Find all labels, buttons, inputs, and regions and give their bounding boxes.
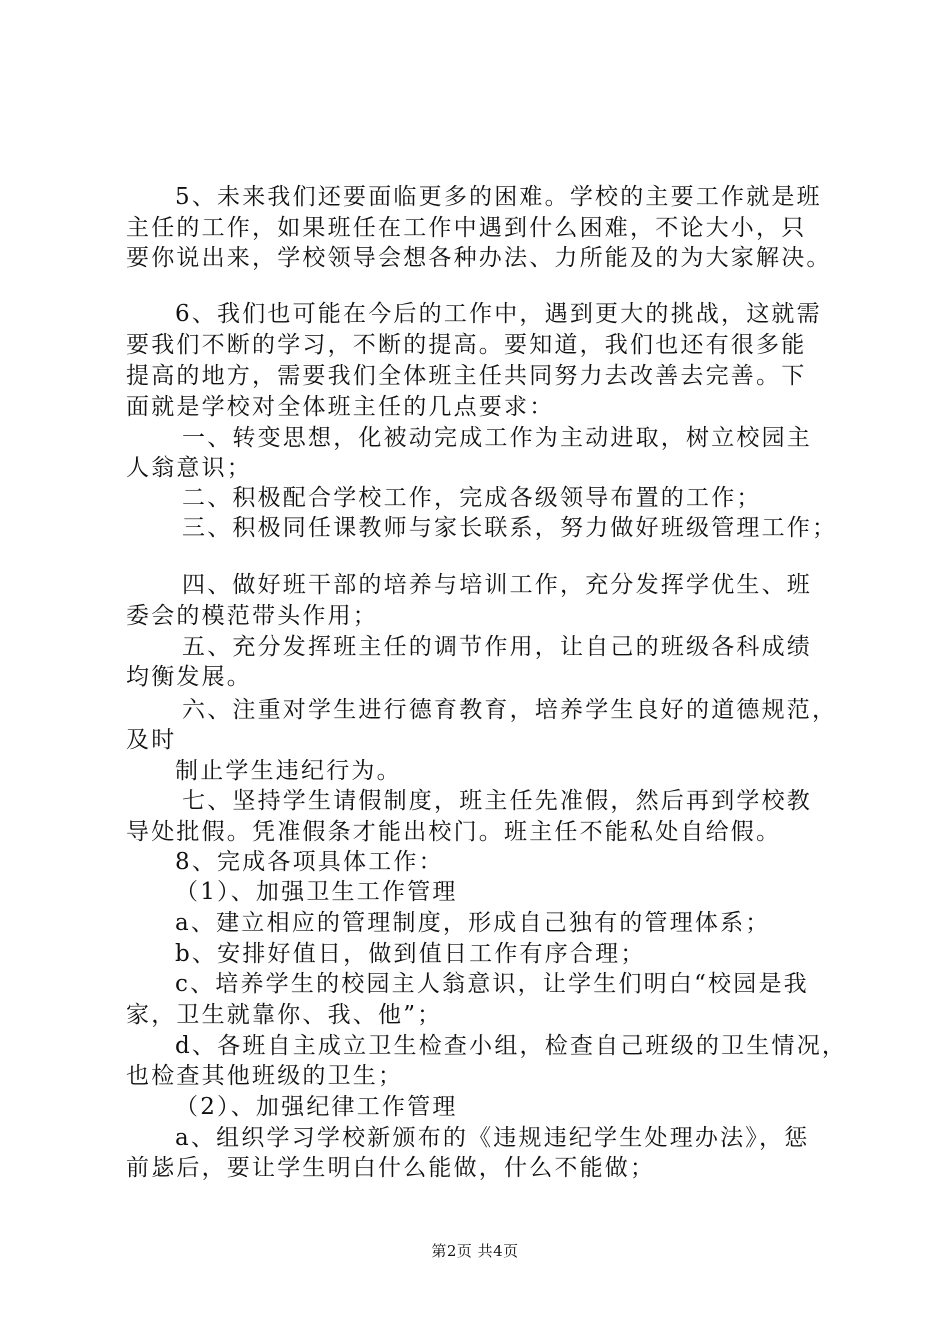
subsection-2-item-a-line-2: 前毖后，要让学生明白什么能做，什么不能做； <box>126 1155 656 1181</box>
requirement-2: 二、积极配合学校工作，完成各级领导布置的工作； <box>182 485 762 511</box>
paragraph-5-line-2: 主任的工作，如果班任在工作中遇到什么困难，不论大小，只 <box>126 215 807 241</box>
requirement-6-line-3: 制止学生违纪行为。 <box>175 758 402 784</box>
paragraph-6-line-2: 要我们不断的学习，不断的提高。要知道，我们也还有很多能 <box>126 332 807 358</box>
subsection-1-item-c-line-2: 家，卫生就靠你、我、他”； <box>126 1002 443 1028</box>
paragraph-6-line-4: 面就是学校对全体班主任的几点要求： <box>126 394 555 420</box>
requirement-6-line-2: 及时 <box>126 727 177 753</box>
page-number-footer: 第2页 共4页 <box>431 1242 519 1260</box>
requirement-3: 三、积极同任课教师与家长联系，努力做好班级管理工作； <box>182 515 838 541</box>
subsection-2-heading: （2）、加强纪律工作管理 <box>175 1094 458 1120</box>
requirement-6-line-1: 六、注重对学生进行德育教育，培养学生良好的道德规范， <box>182 697 838 723</box>
requirement-7-line-2: 导处批假。凭准假条才能出校门。班主任不能私处自给假。 <box>126 819 782 845</box>
subsection-1-heading: （1）、加强卫生工作管理 <box>175 879 458 905</box>
subsection-1-item-a: a、建立相应的管理制度，形成自己独有的管理体系； <box>175 910 771 936</box>
subsection-1-item-d-line-2: 也检查其他班级的卫生； <box>126 1063 404 1089</box>
subsection-1-item-d-line-1: d、各班自主成立卫生检查小组，检查自己班级的卫生情况， <box>175 1033 848 1059</box>
requirement-7-line-1: 七、坚持学生请假制度，班主任先准假，然后再到学校教 <box>182 788 812 814</box>
requirement-1-line-2: 人翁意识； <box>126 455 252 481</box>
subsection-2-item-a-line-1: a、组织学习学校新颁布的《违规违纪学生处理办法》，惩 <box>175 1125 810 1151</box>
requirement-4-line-2: 委会的模范带头作用； <box>126 603 378 629</box>
paragraph-6-line-3: 提高的地方，需要我们全体班主任共同努力去改善去完善。下 <box>126 363 807 389</box>
paragraph-5-line-1: 5、未来我们还要面临更多的困难。学校的主要工作就是班 <box>175 184 822 210</box>
requirement-1-line-1: 一、转变思想，化被动完成工作为主动进取，树立校园主 <box>182 425 812 451</box>
requirement-5-line-2: 均衡发展。 <box>126 664 252 690</box>
subsection-1-item-c-line-1: c、培养学生的校园主人翁意识，让学生们明白“校园是我 <box>175 971 809 997</box>
requirement-4-line-1: 四、做好班干部的培养与培训工作，充分发挥学优生、班 <box>182 572 812 598</box>
paragraph-6-line-1: 6、我们也可能在今后的工作中，遇到更大的挑战，这就需 <box>175 301 822 327</box>
subsection-1-item-b: b、安排好值日，做到值日工作有序合理； <box>175 941 646 967</box>
paragraph-5-line-3: 要你说出来，学校领导会想各种办法、力所能及的为大家解决。 <box>126 245 832 271</box>
item-8-heading: 8、完成各项具体工作： <box>175 849 444 875</box>
requirement-5-line-1: 五、充分发挥班主任的调节作用，让自己的班级各科成绩 <box>182 634 812 660</box>
